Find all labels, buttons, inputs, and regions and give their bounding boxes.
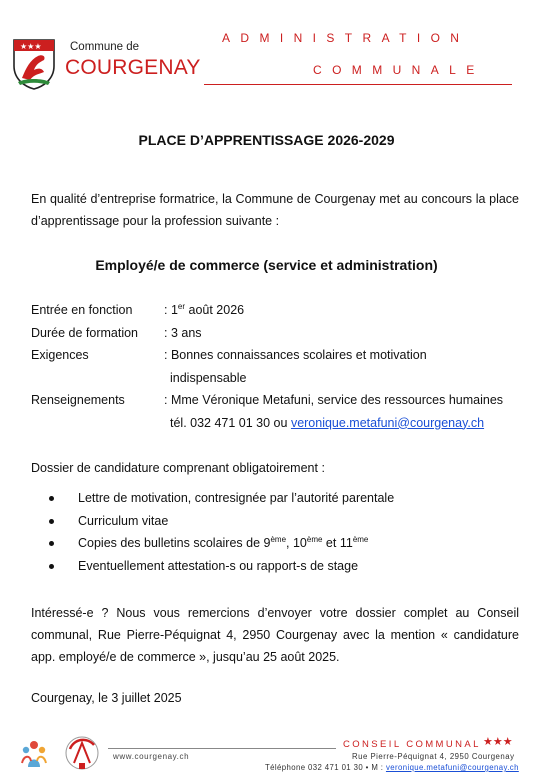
header-divider xyxy=(204,84,512,85)
list-item: Copies des bulletins scolaires de 9ème, 10ème et 11ème xyxy=(47,532,394,555)
duree-value: : 3 ans xyxy=(164,326,202,340)
footer-website[interactable]: www.courgenay.ch xyxy=(113,752,190,761)
list-item: Curriculum vitae xyxy=(47,510,394,533)
duree-label: Durée de formation xyxy=(31,326,139,340)
contact-email-link[interactable]: veronique.metafuni@courgenay.ch xyxy=(290,415,485,430)
commune-name: COURGENAY xyxy=(65,56,201,79)
entree-label: Entrée en fonction xyxy=(31,303,133,317)
header-communale: COMMUNALE xyxy=(313,63,485,77)
renseignements-value: : Mme Véronique Metafuni, service des ressources humaines tél. 032 471 01 30 ou veronique.metafuni@courgenay.ch xyxy=(164,393,504,430)
exigences-label: Exigences xyxy=(31,348,89,362)
header-administration: ADMINISTRATION xyxy=(222,31,470,45)
footer-divider xyxy=(108,748,336,749)
dossier-list xyxy=(47,487,394,577)
footer-stars-icon: ★★★ xyxy=(483,736,513,748)
footer-email-link[interactable]: veronique.metafuni@courgenay.ch xyxy=(385,763,519,772)
profession-title: Employé/e de commerce (service et administration) xyxy=(95,257,438,273)
commune-en-sante-logo xyxy=(18,737,50,769)
entree-value: : 1er août 2026 xyxy=(164,301,245,317)
commune-label: Commune de xyxy=(70,41,140,53)
page-title: PLACE D’APPRENTISSAGE 2026-2029 xyxy=(138,132,395,148)
footer-address: Rue Pierre-Péquignat 4, 2950 Courgenay xyxy=(352,752,515,761)
courgenay-crest-logo xyxy=(12,38,56,90)
renseignements-label: Renseignements xyxy=(31,393,125,407)
list-item: Lettre de motivation, contresignée par l’autorité parentale xyxy=(47,487,394,510)
closing-paragraph: Intéressé-e ? Nous vous remercions d’envoyer votre dossier complet au Conseil communal, Rue Pierre-Péquignat 4, 2950 Courgenay avec la mention « candidature app. employé/e de commerce », jusqu’au 25 août 2025. xyxy=(31,606,519,664)
footer-contact: Téléphone 032 471 01 30 • M : veronique.metafuni@courgenay.ch xyxy=(265,763,519,772)
footer-conseil-communal: CONSEIL COMMUNAL xyxy=(343,739,481,750)
intro-paragraph: En qualité d’entreprise formatrice, la Commune de Courgenay met au concours la place d’apprentissage pour la profession suivante : xyxy=(31,192,519,228)
partner-seal-logo xyxy=(62,733,102,773)
list-item: Eventuellement attestation-s ou rapport-s de stage xyxy=(47,555,394,578)
exigences-value: : Bonnes connaissances scolaires et motivation indispensable xyxy=(164,348,427,385)
date-line: Courgenay, le 3 juillet 2025 xyxy=(31,691,182,705)
dossier-heading: Dossier de candidature comprenant obligatoirement : xyxy=(31,461,325,475)
svg-text:★★★: ★★★ xyxy=(20,42,42,51)
